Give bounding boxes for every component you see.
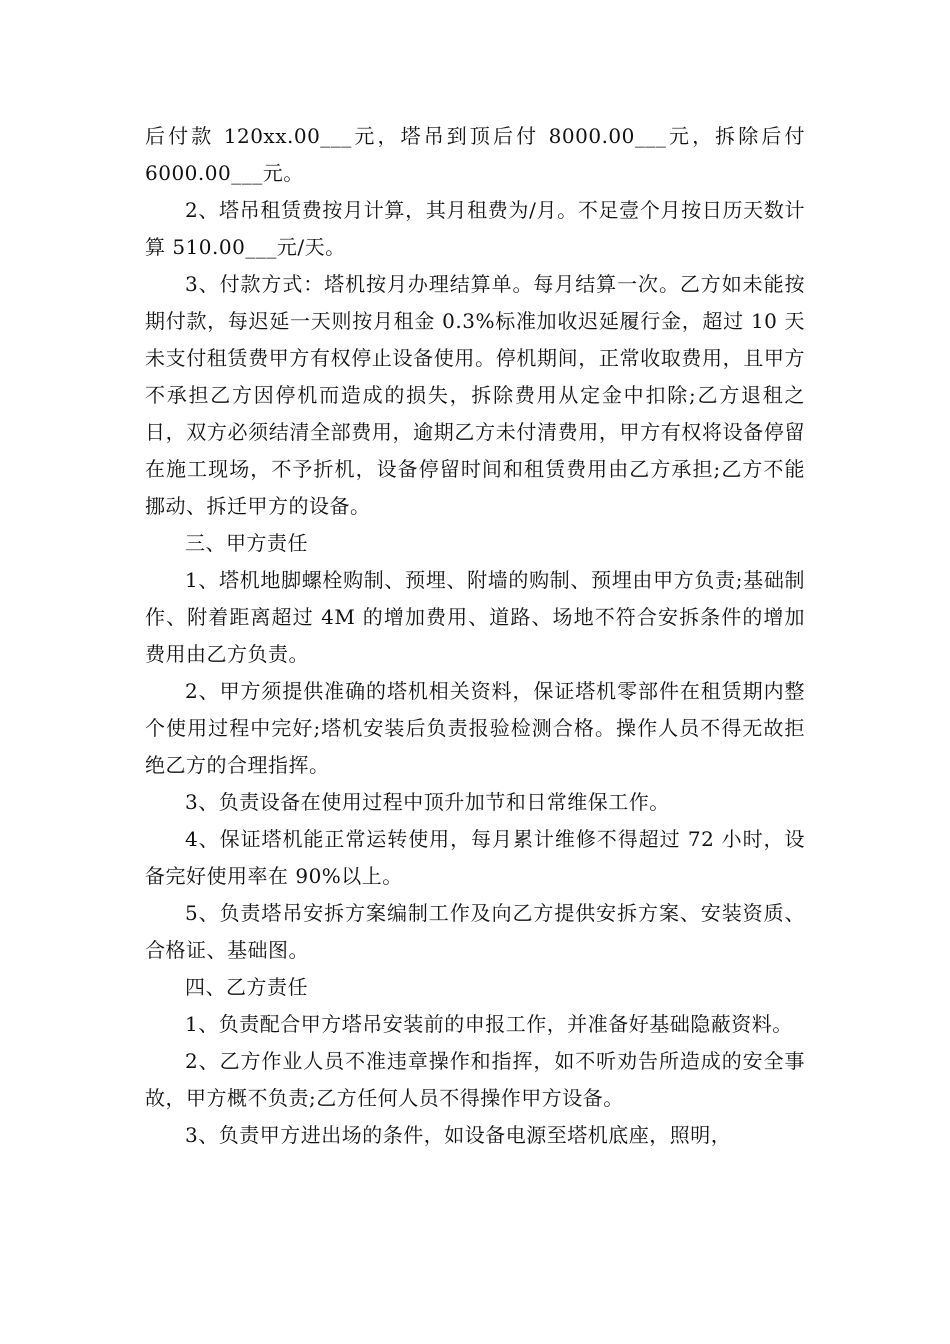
paragraph-party-b-2: 2、乙方作业人员不准违章操作和指挥，如不听劝告所造成的安全事故，甲方概不负责;乙方任何人员不得操作甲方设备。 — [145, 1049, 805, 1110]
document-page — [145, 118, 805, 1154]
paragraph-payment-method: 3、付款方式：塔机按月办理结算单。每月结算一次。乙方如未能按期付款，每迟延一天则按月租金 0.3%标准加收迟延履行金，超过 10 天未支付租赁费甲方有权停止设备使用。停机期间，正常收取费用，且甲方不承担乙方因停机而造成的损失，拆除费用从定金中扣除;乙方退租之日，双方必须结清全部费用，逾期乙方未付清费用，甲方有权将设备停留在施工现场，不予折机，设备停留时间和租赁费用由乙方承担;乙方不能挪动、拆迁甲方的设备。 — [145, 272, 805, 518]
paragraph-party-a-5: 5、负责塔吊安拆方案编制工作及向乙方提供安拆方案、安装资质、合格证、基础图。 — [145, 901, 805, 962]
paragraph-monthly-rent: 2、塔吊租赁费按月计算，其月租费为/月。不足壹个月按日历天数计算 510.00___元/天。 — [145, 198, 805, 259]
section-heading-party-a: 三、甲方责任 — [185, 531, 308, 555]
paragraph-party-b-1: 1、负责配合甲方塔吊安装前的申报工作，并准备好基础隐蔽资料。 — [185, 1012, 793, 1036]
paragraph-party-a-4: 4、保证塔机能正常运转使用，每月累计维修不得超过 72 小时，设备完好使用率在 90%以上。 — [145, 827, 805, 888]
paragraph-party-a-3: 3、负责设备在使用过程中顶升加节和日常维保工作。 — [185, 790, 670, 814]
section-heading-party-b: 四、乙方责任 — [185, 975, 308, 999]
paragraph-party-b-3: 3、负责甲方进出场的条件，如设备电源至塔机底座，照明， — [185, 1123, 732, 1147]
paragraph-party-a-2: 2、甲方须提供准确的塔机相关资料，保证塔机零部件在租赁期内整个使用过程中完好;塔机安装后负责报验检测合格。操作人员不得无故拒绝乙方的合理指挥。 — [145, 679, 805, 777]
paragraph-payment-schedule: 后付款 120xx.00___元，塔吊到顶后付 8000.00___元，拆除后付 6000.00___元。 — [145, 124, 805, 185]
paragraph-party-a-1: 1、塔机地脚螺栓购制、预埋、附墙的购制、预埋由甲方负责;基础制作、附着距离超过 4M 的增加费用、道路、场地不符合安拆条件的增加费用由乙方负责。 — [145, 568, 805, 666]
